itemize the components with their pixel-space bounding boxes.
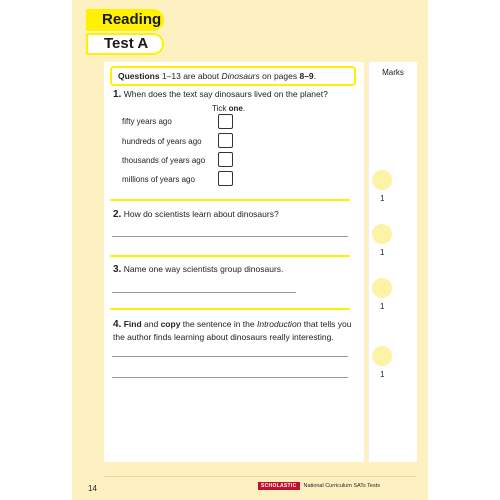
instr-part: on pages (259, 71, 300, 81)
instructions-box (110, 66, 356, 86)
instr-part: Questions (118, 71, 160, 81)
footer-divider (104, 476, 416, 477)
mark-circle (372, 278, 392, 298)
question-text: How do scientists learn about dinosaurs? (123, 209, 279, 219)
mark-circle (372, 170, 392, 190)
section-divider (110, 308, 350, 310)
question-number: 2. (113, 209, 122, 220)
mark-value: 1 (380, 370, 385, 379)
tick-box-option-2[interactable] (218, 133, 233, 148)
question-1 (113, 89, 328, 100)
answer-line[interactable] (112, 236, 348, 237)
instr-part: . (313, 71, 317, 81)
mark-value: 1 (380, 302, 385, 311)
page-number: 14 (88, 484, 97, 493)
question-4: 4. Find and copy the sentence in the Introduction that tells you the author finds learning about dinosaurs really interesting. (113, 319, 352, 342)
option-label: hundreds of years ago (122, 137, 202, 146)
test-banner: Test A (86, 33, 164, 55)
instr-part: 8–9 (299, 71, 314, 81)
question-2 (113, 209, 279, 220)
series-name: National Curriculum SATs Tests (303, 483, 381, 489)
answer-line[interactable] (112, 356, 348, 357)
question-number: 4. (113, 319, 122, 330)
option-label: fifty years ago (122, 117, 172, 126)
footer-brand (258, 482, 380, 490)
question-text-line-2: the author finds learning about dinosaurs really interesting. (113, 332, 334, 342)
tick-box-option-4[interactable] (218, 171, 233, 186)
mark-circle (372, 346, 392, 366)
tick-box-option-1[interactable] (218, 114, 233, 129)
mark-value: 1 (380, 248, 385, 257)
answer-line[interactable] (112, 292, 296, 293)
question-3 (113, 264, 283, 275)
question-text: Name one way scientists group dinosaurs. (123, 264, 284, 274)
mark-value: 1 (380, 194, 385, 203)
answer-line[interactable] (112, 377, 348, 378)
option-label: thousands of years ago (122, 156, 206, 165)
scholastic-logo: SCHOLASTIC (258, 482, 300, 490)
marks-column (368, 62, 417, 462)
section-divider (110, 199, 350, 201)
mark-circle (372, 224, 392, 244)
marks-title: Marks (382, 68, 404, 77)
tick-box-option-3[interactable] (218, 152, 233, 167)
instr-part: 1–13 are about (159, 71, 222, 81)
instr-part: Dinosaurs (221, 71, 260, 81)
option-label: millions of years ago (122, 175, 195, 184)
question-number: 3. (113, 264, 122, 275)
question-text: When does the text say dinosaurs lived on the planet? (123, 89, 328, 99)
question-number: 1. (113, 89, 122, 100)
section-divider (110, 255, 350, 257)
subject-banner: Reading (86, 9, 164, 31)
tick-instruction: Tick one. (212, 104, 246, 113)
